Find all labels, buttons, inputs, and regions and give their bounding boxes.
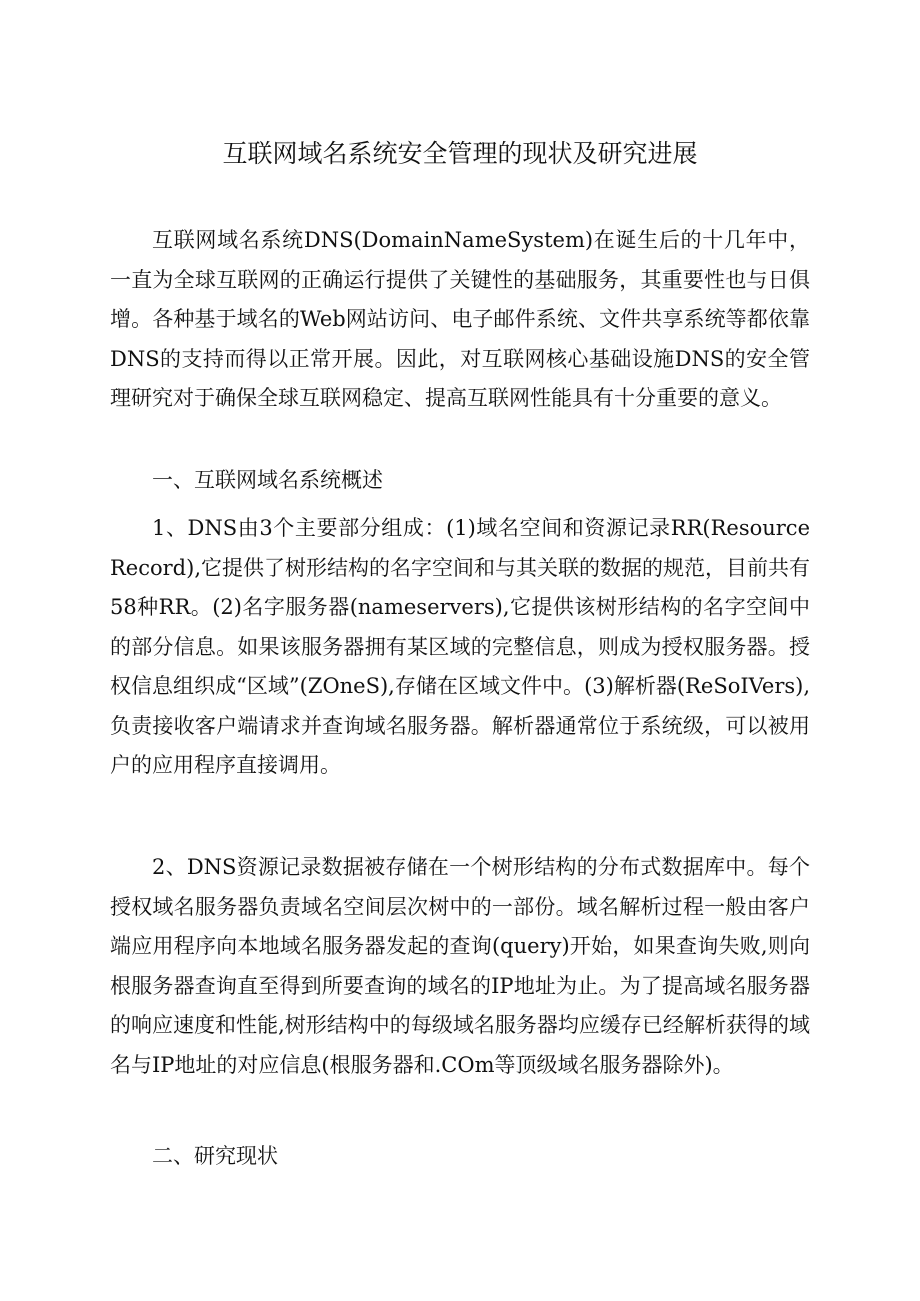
section-heading-research-status: 二、研究现状 <box>152 1144 278 1168</box>
section-paragraph-dns-components: 1、DNS由3个主要部分组成：(1)域名空间和资源记录RR(ResourceRecord),它提供了树形结构的名字空间和与其关联的数据的规范，目前共有58种RR。(2)名字服务器(nameservers),它提供该树形结构的名字空间中的部分信息。如果该服务器拥有某区域的完整信息，则成为授权服务器。授权信息组织成“区域”(ZOneS),存储在区域文件中。(3)解析器(ReSoIVers),负责接收客户端请求并查询域名服务器。解析器通常位于系统级，可以被用户的应用程序直接调用。 <box>110 516 810 777</box>
intro-paragraph: 互联网域名系统DNS(DomainNameSystem)在诞生后的十几年中，一直为全球互联网的正确运行提供了关键性的基础服务，其重要性也与日俱增。各种基于域名的Web网站访问、电子邮件系统、文件共享系统等都依靠DNS的支持而得以正常开展。因此，对互联网核心基础设施DNS的安全管理研究对于确保全球互联网稳定、提高互联网性能具有十分重要的意义。 <box>110 228 810 410</box>
section-heading-overview: 一、互联网域名系统概述 <box>152 468 383 492</box>
section-paragraph-dns-resolution: 2、DNS资源记录数据被存储在一个树形结构的分布式数据库中。每个授权域名服务器负责域名空间层次树中的一部份。域名解析过程一般由客户端应用程序向本地域名服务器发起的查询(query)开始，如果查询失败,则向根服务器查询直至得到所要查询的域名的IP地址为止。为了提高域名服务器的响应速度和性能,树形结构中的每级域名服务器均应缓存已经解析获得的域名与IP地址的对应信息(根服务器和.COm等顶级域名服务器除外)。 <box>110 855 810 1077</box>
document-title: 互联网域名系统安全管理的现状及研究进展 <box>222 139 698 168</box>
